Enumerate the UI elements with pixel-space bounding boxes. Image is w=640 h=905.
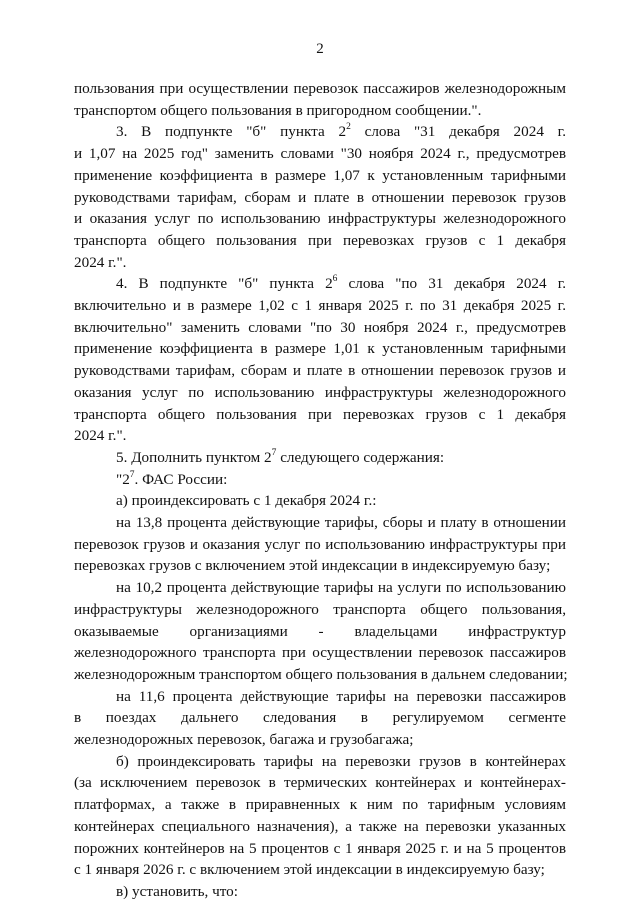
text-line: перевозках грузов с включением этой индексации в индексируемую базу; (74, 557, 551, 575)
text-line: транспортом общего пользования в пригородном сообщении.". (74, 101, 482, 119)
text-span: . ФАС России: (134, 470, 228, 488)
text-span: 4. В подпункте "б" пункта 2 (116, 275, 333, 293)
text-span: "2 (116, 470, 130, 488)
text-span: следующего содержания: (276, 448, 445, 466)
text-line: (за исключением перевозок в термических контейнерах и контейнерах- (74, 774, 566, 792)
text-line: оказания услуг по использованию инфраструктуры железнодорожного (74, 383, 566, 401)
text-line: с 1 января 2026 г. с включением этой индексации в индексируемую базу; (74, 861, 545, 879)
text-line: транспорта общего пользования при перевозках грузов с 1 декабря (74, 405, 566, 423)
text-line: 2024 г.". (74, 253, 127, 271)
text-line: в поездах дальнего следования в регулируемом сегменте (74, 709, 566, 727)
text-line: на 11,6 процента действующие тарифы на перевозки пассажиров (116, 687, 566, 705)
text-line: в) установить, что: (116, 882, 238, 900)
text-line: железнодорожных перевозок, багажа и грузобагажа; (74, 731, 414, 748)
text-line: руководствами тарифам, сборам и плате в отношении перевозок грузов и (74, 362, 566, 380)
text-line: железнодорожного транспорта при осуществлении перевозок пассажиров (74, 644, 566, 662)
text-line: включительно" заменить словами "по 30 ноября 2024 г., предусмотрев (74, 318, 566, 336)
text-line: контейнерах специального назначения), а также на перевозки указанных (74, 817, 566, 835)
text-line: 2024 г.". (74, 427, 127, 445)
superscript: 6 (332, 274, 338, 285)
text-line: железнодорожным транспортом общего пользования в дальнем следовании; (74, 665, 568, 683)
text-span: 5. Дополнить пунктом 2 (116, 448, 272, 466)
text-line: транспорта общего пользования при перевозках грузов с 1 декабря (74, 231, 566, 249)
paragraph-3-first-line (116, 121, 566, 143)
text-line: на 10,2 процента действующие тарифы на услуги по использованию (116, 579, 566, 597)
text-line: перевозок грузов и оказания услуг по использованию инфраструктуры при (74, 535, 566, 553)
text-line: инфраструктуры железнодорожного транспорта общего пользования, (74, 600, 566, 618)
text-span: 3. В подпункте "б" пункта 2 (116, 123, 347, 141)
superscript: 7 (129, 469, 135, 480)
superscript: 7 (271, 447, 277, 458)
page-number: 2 (316, 41, 324, 57)
text-line: а) проиндексировать с 1 декабря 2024 г.: (116, 492, 377, 510)
superscript: 2 (346, 122, 351, 133)
text-line: б) проиндексировать тарифы на перевозки грузов в контейнерах (116, 752, 566, 770)
text-line: руководствами тарифам, сборам и плате в отношении перевозок грузов (74, 188, 566, 206)
text-line: и 1,07 на 2025 год" заменить словами "30 ноября 2024 г., предусмотрев (74, 145, 566, 163)
text-span: слова "по 31 декабря 2024 г. (337, 275, 567, 293)
text-line: включительно и в размере 1,02 с 1 января 2025 г. по 31 декабря 2025 г. (74, 297, 566, 314)
text-line: на 13,8 процента действующие тарифы, сборы и плату в отношении (116, 514, 566, 531)
paragraph-4-first-line (116, 273, 566, 295)
fas-heading-line (116, 469, 566, 491)
text-line: и оказания услуг по использованию инфраструктуры железнодорожного (74, 210, 566, 228)
text-line: применение коэффициента в размере 1,07 к установленным тарифными (74, 166, 566, 184)
text-line: оказываемые организациями - владельцами инфраструктур (74, 622, 566, 640)
text-line: применение коэффициента в размере 1,01 к установленным тарифными (74, 340, 566, 358)
text-line: пользования при осуществлении перевозок пассажиров железнодорожным (74, 80, 566, 97)
text-line: порожних контейнеров на 5 процентов с 1 января 2025 г. и на 5 процентов (74, 839, 566, 857)
text-line: платформах, а также в приравненных к ним по тарифным условиям (74, 796, 566, 814)
paragraph-5-first-line (116, 447, 566, 469)
text-span: слова "31 декабря 2024 г. (350, 123, 566, 141)
